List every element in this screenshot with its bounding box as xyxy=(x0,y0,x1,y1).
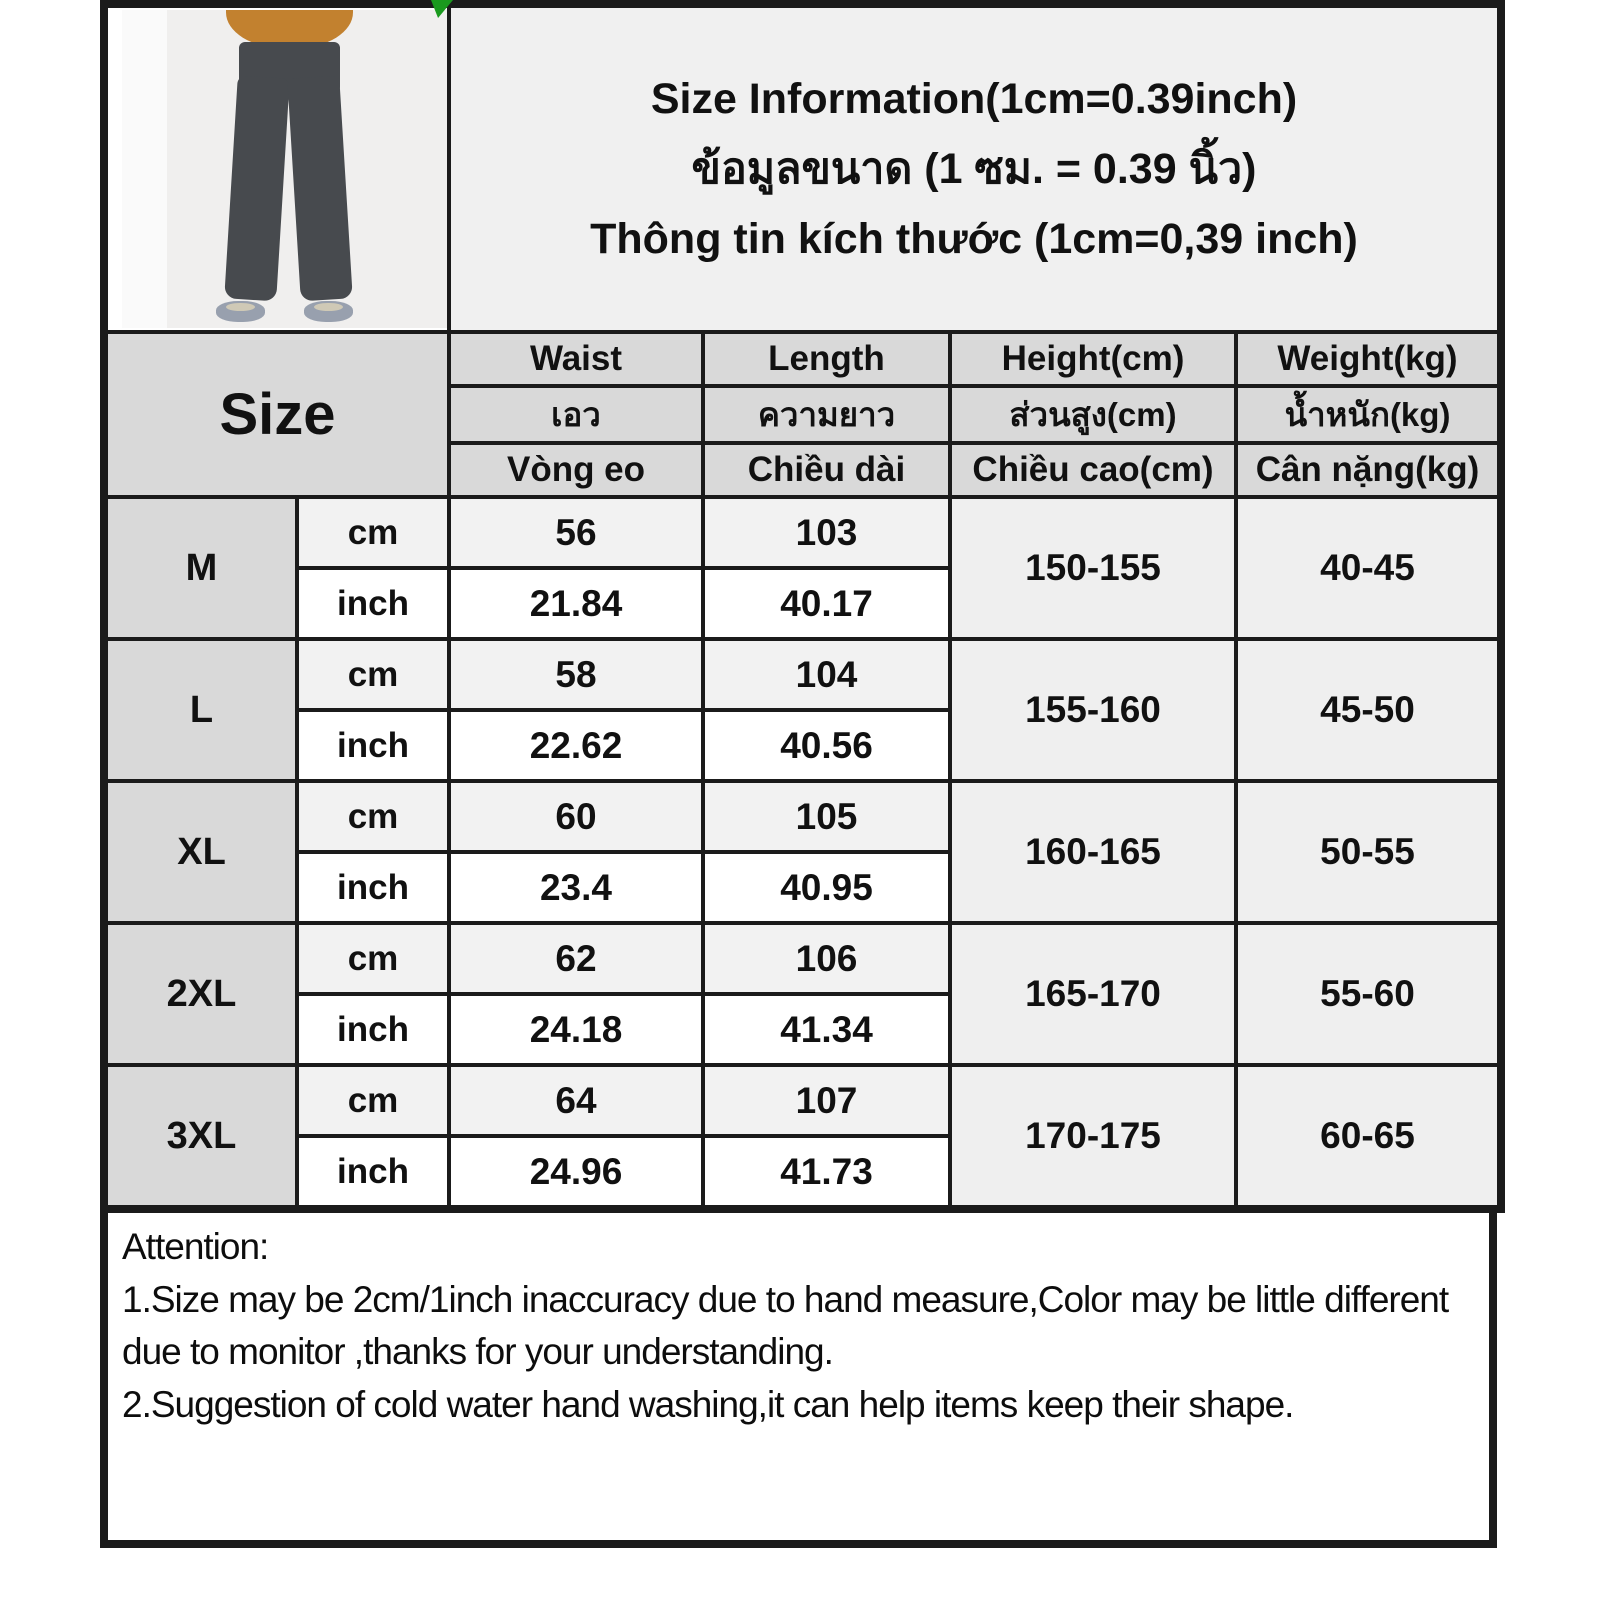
height-range-value: 170-175 xyxy=(950,1065,1236,1209)
length-inch-value: 41.34 xyxy=(703,994,950,1065)
unit-cm-label: cm xyxy=(297,639,449,710)
col-header-length-th: ความยาว xyxy=(703,386,950,443)
waist-inch-value: 24.96 xyxy=(449,1136,703,1209)
unit-cm-label: cm xyxy=(297,781,449,852)
height-range-value: 160-165 xyxy=(950,781,1236,923)
size-chart-sheet xyxy=(100,0,1497,1548)
size-row-label: XL xyxy=(104,781,297,923)
unit-inch-label: inch xyxy=(297,568,449,639)
product-photo xyxy=(104,4,449,332)
length-inch-value: 41.73 xyxy=(703,1136,950,1209)
attention-heading: Attention: xyxy=(122,1226,269,1267)
waist-inch-value: 21.84 xyxy=(449,568,703,639)
attention-note xyxy=(100,1213,1497,1548)
weight-range-value: 45-50 xyxy=(1236,639,1501,781)
title-th: ข้อมูลขนาด (1 ซม. = 0.39 นิ้ว) xyxy=(691,145,1257,193)
waist-inch-value: 23.4 xyxy=(449,852,703,923)
attention-note-1: 1.Size may be 2cm/1inch inaccuracy due to hand measure,Color may be little different due to monitor ,thanks for your understanding. xyxy=(122,1278,1449,1373)
waist-inch-value: 24.18 xyxy=(449,994,703,1065)
length-cm-value: 103 xyxy=(703,497,950,568)
photo-pants-right-leg xyxy=(288,75,353,300)
unit-inch-label: inch xyxy=(297,852,449,923)
size-row-label: 3XL xyxy=(104,1065,297,1209)
unit-cm-label: cm xyxy=(297,497,449,568)
height-range-value: 155-160 xyxy=(950,639,1236,781)
size-row-label: 2XL xyxy=(104,923,297,1065)
size-row-label: L xyxy=(104,639,297,781)
photo-right-shoe xyxy=(304,301,353,322)
product-photo-canvas xyxy=(122,10,447,328)
title-en: Size Information(1cm=0.39inch) xyxy=(650,75,1298,123)
col-header-weight-vi: Cân nặng(kg) xyxy=(1236,443,1501,497)
waist-cm-value: 56 xyxy=(449,497,703,568)
col-header-height-vi: Chiều cao(cm) xyxy=(950,443,1236,497)
weight-range-value: 50-55 xyxy=(1236,781,1501,923)
col-header-waist-en: Waist xyxy=(449,332,703,386)
title-block xyxy=(449,4,1501,332)
unit-cm-label: cm xyxy=(297,1065,449,1136)
height-range-value: 165-170 xyxy=(950,923,1236,1065)
weight-range-value: 55-60 xyxy=(1236,923,1501,1065)
unit-cm-label: cm xyxy=(297,923,449,994)
col-header-weight-en: Weight(kg) xyxy=(1236,332,1501,386)
col-header-waist-th: เอว xyxy=(449,386,703,443)
length-cm-value: 106 xyxy=(703,923,950,994)
photo-backdrop-strip xyxy=(122,10,167,328)
length-cm-value: 105 xyxy=(703,781,950,852)
unit-inch-label: inch xyxy=(297,1136,449,1209)
length-cm-value: 104 xyxy=(703,639,950,710)
attention-note-2: 2.Suggestion of cold water hand washing,it can help items keep their shape. xyxy=(122,1383,1294,1425)
unit-inch-label: inch xyxy=(297,710,449,781)
col-header-length-vi: Chiều dài xyxy=(703,443,950,497)
length-cm-value: 107 xyxy=(703,1065,950,1136)
waist-cm-value: 60 xyxy=(449,781,703,852)
length-inch-value: 40.17 xyxy=(703,568,950,639)
col-header-length-en: Length xyxy=(703,332,950,386)
col-header-height-en: Height(cm) xyxy=(950,332,1236,386)
length-inch-value: 40.95 xyxy=(703,852,950,923)
weight-range-value: 60-65 xyxy=(1236,1065,1501,1209)
waist-cm-value: 58 xyxy=(449,639,703,710)
col-header-weight-th: น้ำหนัก(kg) xyxy=(1236,386,1501,443)
title-vi: Thông tin kích thước (1cm=0,39 inch) xyxy=(590,215,1358,263)
size-table xyxy=(100,0,1505,1213)
col-header-waist-vi: Vòng eo xyxy=(449,443,703,497)
waist-cm-value: 64 xyxy=(449,1065,703,1136)
size-row-label: M xyxy=(104,497,297,639)
unit-inch-label: inch xyxy=(297,994,449,1065)
length-inch-value: 40.56 xyxy=(703,710,950,781)
photo-pants-left-leg xyxy=(224,75,289,300)
waist-cm-value: 62 xyxy=(449,923,703,994)
photo-left-shoe xyxy=(216,301,265,322)
size-column-header: Size xyxy=(104,332,449,497)
col-header-height-th: ส่วนสูง(cm) xyxy=(950,386,1236,443)
height-range-value: 150-155 xyxy=(950,497,1236,639)
weight-range-value: 40-45 xyxy=(1236,497,1501,639)
waist-inch-value: 22.62 xyxy=(449,710,703,781)
